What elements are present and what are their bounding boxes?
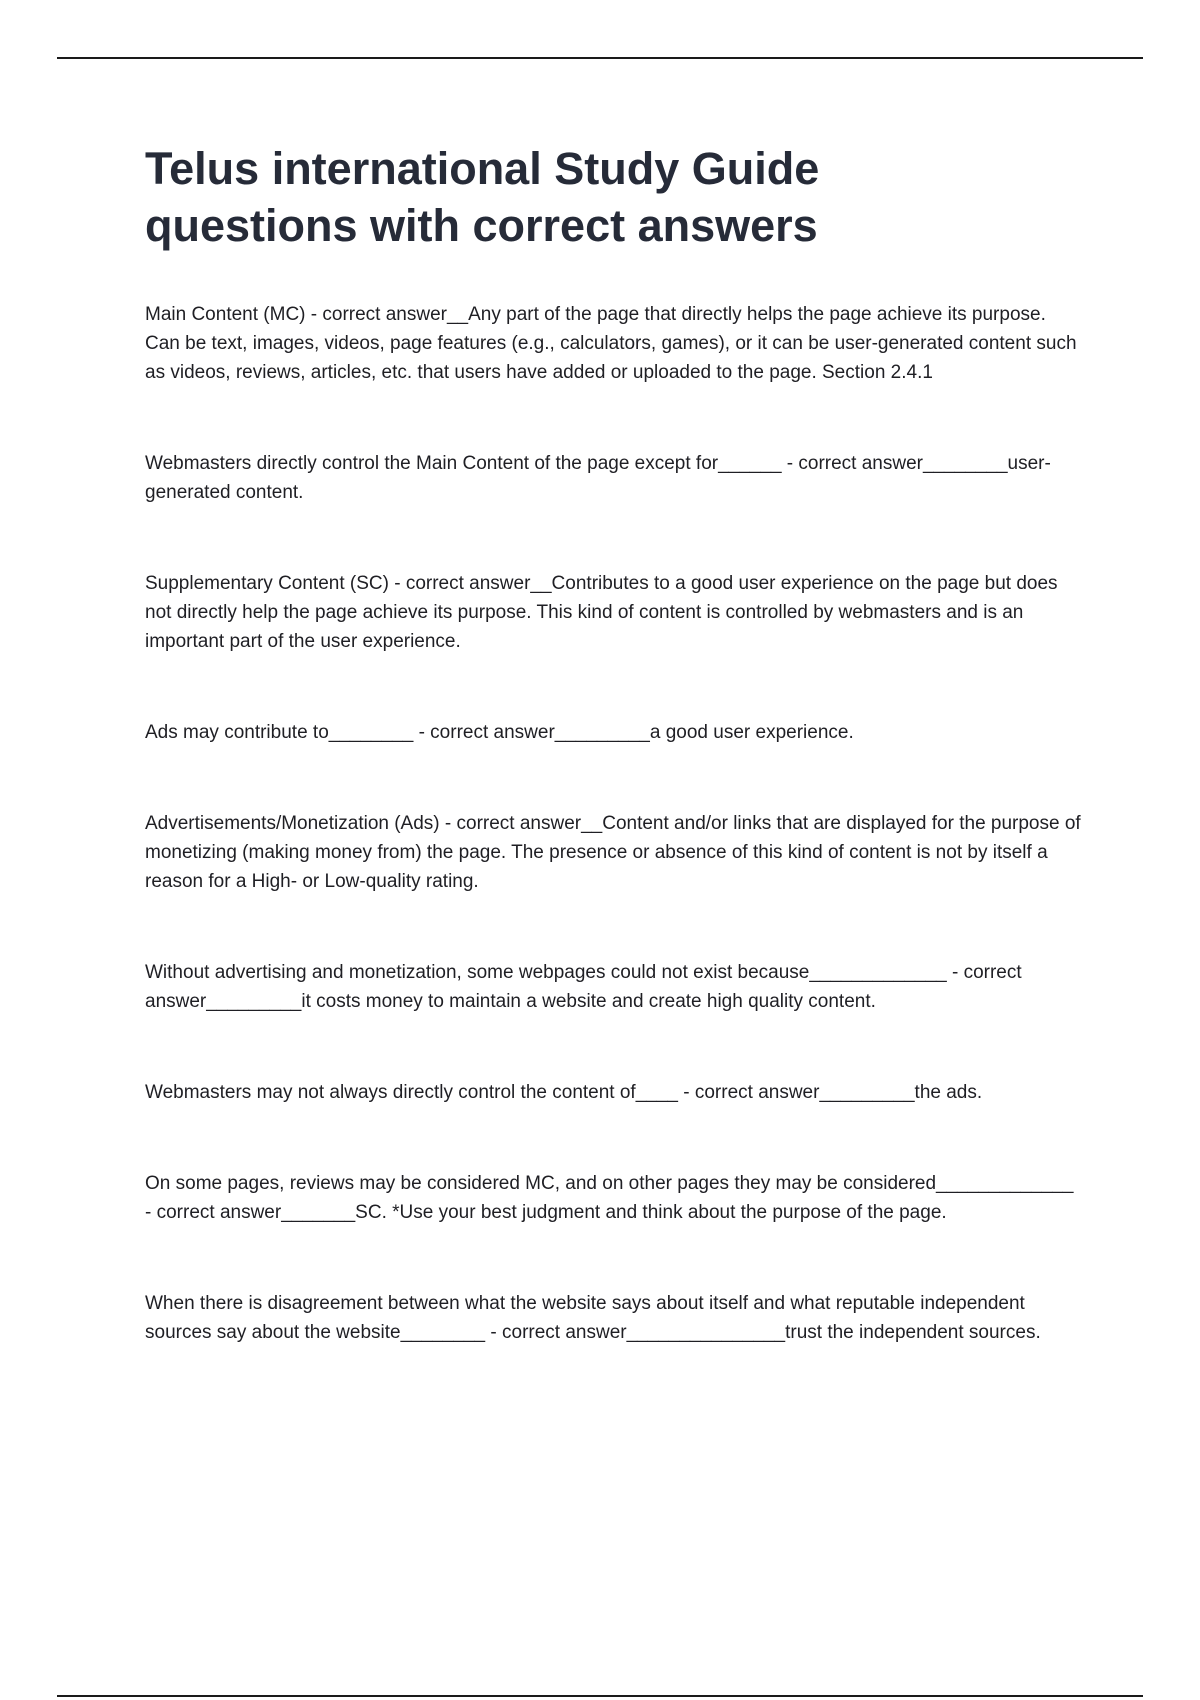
qa-entry-without-advertising: Without advertising and monetization, some webpages could not exist because_____________ - correct answer_________it costs money to maintain a website and create high quality content. (145, 962, 1022, 1012)
document-title (145, 140, 1085, 254)
title-line-2: questions with correct answers (145, 200, 818, 251)
qa-entry-ads-contribute: Ads may contribute to________ - correct answer_________a good user experience. (145, 722, 854, 743)
title-line-1: Telus international Study Guide (145, 143, 820, 194)
qa-entry-reviews: On some pages, reviews may be considered MC, and on other pages they may be considered_____________ - correct answer_______SC. *Use your best judgment and think about the purpose of the page. (145, 1173, 1074, 1223)
top-rule (57, 57, 1143, 59)
qa-entry-disagreement: When there is disagreement between what the website says about itself and what reputable independent sources say about the website________ - correct answer_______________trust the independent sources. (145, 1293, 1041, 1343)
qa-entry-webmasters-ads: Webmasters may not always directly control the content of____ - correct answer_________the ads. (145, 1082, 983, 1103)
bottom-rule (57, 1695, 1143, 1697)
qa-entry-advertisements: Advertisements/Monetization (Ads) - correct answer__Content and/or links that are displayed for the purpose of monetizing (making money from) the page. The presence or absence of this kind of content is not by itself a reason for a High- or Low-quality rating. (145, 813, 1081, 892)
qa-entry-supplementary-content: Supplementary Content (SC) - correct answer__Contributes to a good user experience on the page but does not directly help the page achieve its purpose. This kind of content is controlled by webmasters and is an important part of the user experience. (145, 573, 1058, 652)
qa-entry-webmasters-control: Webmasters directly control the Main Content of the page except for______ - correct answer________user-generated content. (145, 453, 1051, 503)
qa-list (145, 300, 1085, 1409)
qa-entry-main-content: Main Content (MC) - correct answer__Any part of the page that directly helps the page achieve its purpose. Can be text, images, videos, page features (e.g., calculators, games), or it can be user-generated content such as videos, reviews, articles, etc. that users have added or uploaded to the page. Section 2.4.1 (145, 304, 1077, 383)
